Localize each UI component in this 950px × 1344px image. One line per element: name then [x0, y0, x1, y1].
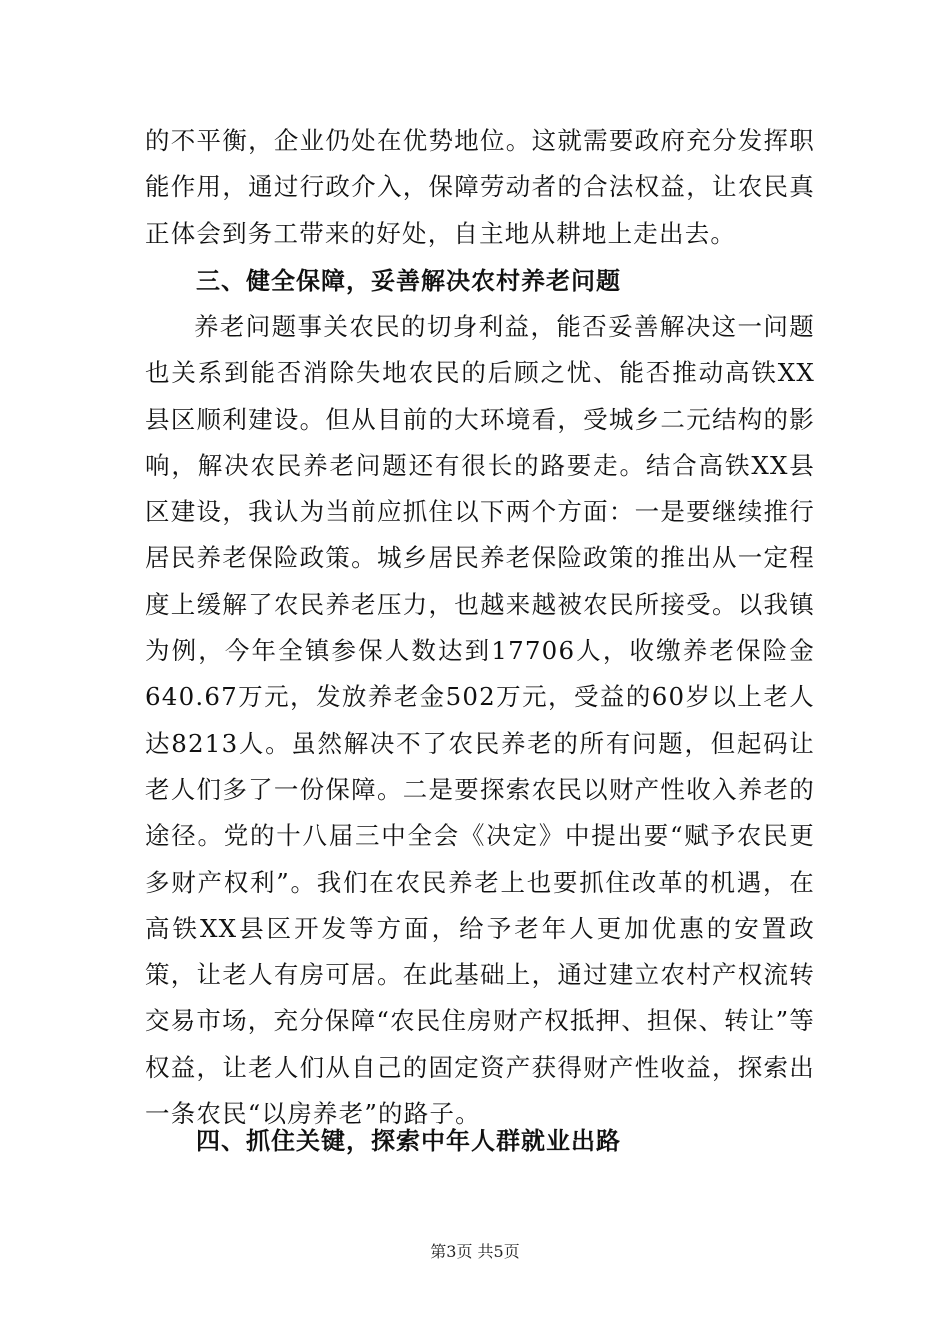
paragraph-pension: 养老问题事关农民的切身利益，能否妥善解决这一问题也关系到能否消除失地农民的后顾之忧、能否推动高铁XX县区顺利建设。但从目前的大环境看，受城乡二元结构的影响，解决农民养老问题还有很长的路要走。结合高铁XX县区建设，我认为当前应抓住以下两个方面：一是要继续推行居民养老保险政策。城乡居民养老保险政策的推出从一定程度上缓解了农民养老压力，也越来越被农民所接受。以我镇为例，今年全镇参保人数达到17706人，收缴养老保险金640.67万元，发放养老金502万元，受益的60岁以上老人达8213人。虽然解决不了农民养老的所有问题，但起码让老人们多了一份保障。二是要探索农民以财产性收入养老的途径。党的十八届三中全会《决定》中提出要“赋予农民更多财产权利”。我们在农民养老上也要抓住改革的机遇，在高铁XX县区开发等方面，给予老年人更加优惠的安置政策，让老人有房可居。在此基础上，通过建立农村产权流转交易市场，充分保障“农民住房财产权抵押、担保、转让”等权益，让老人们从自己的固定资产获得财产性收益，探索出一条农民“以房养老”的路子。 [145, 312, 815, 1129]
section-heading-3: 三、健全保障，妥善解决农村养老问题 [196, 267, 621, 295]
paragraph-continued: 的不平衡，企业仍处在优势地位。这就需要政府充分发挥职能作用，通过行政介入，保障劳动者的合法权益，让农民真正体会到务工带来的好处，自主地从耕地上走出去。 [145, 126, 815, 248]
section-heading-4: 四、抓住关键，探索中年人群就业出路 [196, 1127, 621, 1155]
page-footer: 第3页 共5页 [430, 1242, 520, 1261]
